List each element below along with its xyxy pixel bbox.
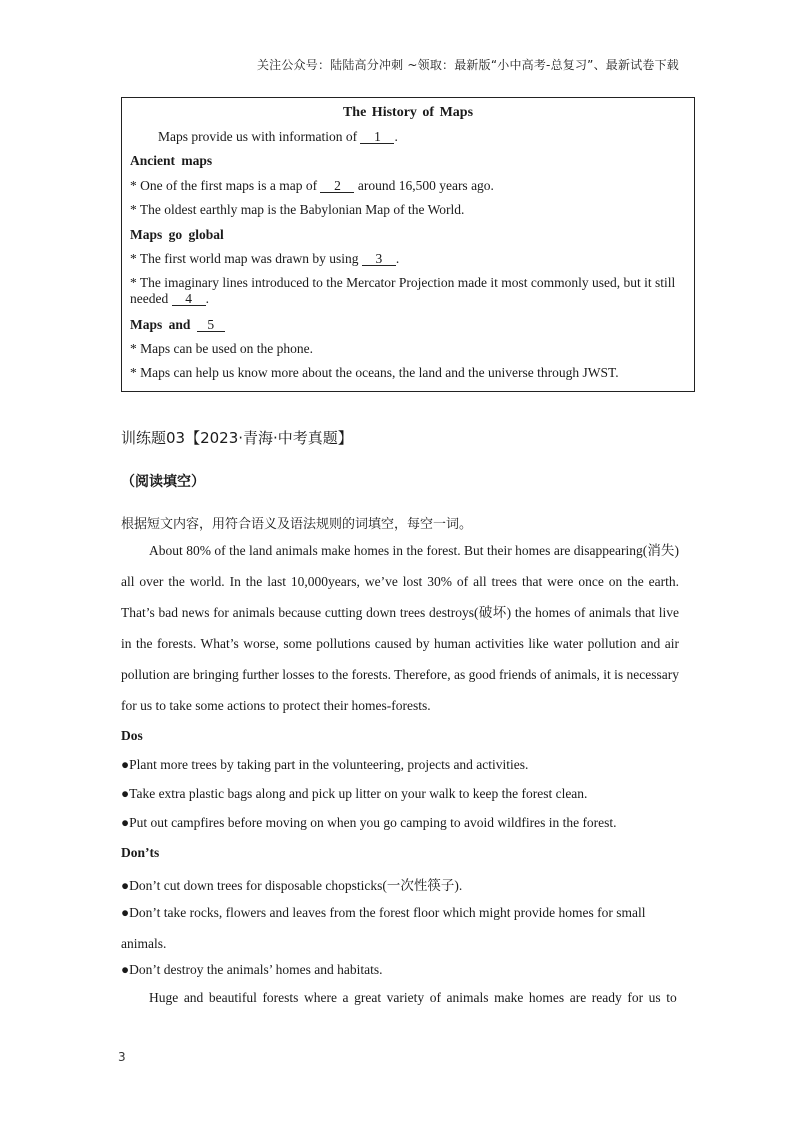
maps-line-1: * Maps can be used on the phone. xyxy=(130,341,313,356)
global-line-1: * The first world map was drawn by using 3 . xyxy=(130,251,400,266)
page-number: 3 xyxy=(118,1050,126,1064)
dos-item-1: ●Plant more trees by taking part in the volunteering, projects and activities. xyxy=(121,757,529,772)
blank-2: 2 xyxy=(320,179,354,193)
dos-heading: Dos xyxy=(121,728,143,743)
donts-item-1: ●Don’t cut down trees for disposable chopsticks(一次性筷子). xyxy=(121,878,463,893)
donts-item-3: ●Don’t destroy the animals’ homes and habitats. xyxy=(121,962,383,977)
ancient-line-1 xyxy=(130,178,494,194)
global-heading: Maps go global xyxy=(130,227,224,242)
and-heading-text: Maps and xyxy=(130,317,191,332)
blank-1: 1 xyxy=(360,130,394,144)
section-title: （阅读填空） xyxy=(121,474,205,490)
donts-heading: Don’ts xyxy=(121,845,160,860)
global-line-2-text: * The imaginary lines introduced to the Mercator Projection made it most commonly used, but it still needed xyxy=(130,275,676,306)
instruction: 根据短文内容，用符合语义及语法规则的词填空，每空一词。 xyxy=(121,517,473,532)
maps-line-2: * Maps can help us know more about the oceans, the land and the universe through JWST. xyxy=(130,365,619,380)
training-title xyxy=(121,427,353,448)
intro-text: Maps provide us with information of xyxy=(158,129,358,144)
maps-summary-table xyxy=(121,97,695,392)
passage-paragraph-1: About 80% of the land animals make homes in the forest. But their homes are disappearing(消失) all over the world. In the last 10,000years, we’ve lost 30% of all trees that were once on the earth. That’s bad news for animals because cutting down trees destroys(破坏) the homes of animals that live in the forests. What’s worse, some pollutions caused by human activities like water pollution and air pollution are bringing further losses to the forests. Therefore, as good friends of animals, it is necessary for us to take some actions to protect their homes-forests. xyxy=(121,543,679,713)
training-label: 训练题03 xyxy=(121,429,186,447)
table-title: The History of Maps xyxy=(342,105,474,120)
blank-4: 4 xyxy=(172,292,206,306)
passage-last-line: Huge and beautiful forests where a great variety of animals make homes are ready for us to xyxy=(149,990,677,1005)
global-line-2: * The imaginary lines introduced to the Mercator Projection made it most commonly used, but it still needed 4 . xyxy=(130,275,676,306)
dos-item-3: ●Put out campfires before moving on when you go camping to avoid wildfires in the forest. xyxy=(121,815,617,830)
ancient-line-1-text: * One of the first maps is a map of xyxy=(130,178,318,193)
blank-3: 3 xyxy=(362,252,396,266)
donts-item-2: ●Don’t take rocks, flowers and leaves from the forest floor which might provide homes for small animals. xyxy=(121,905,646,951)
dos-item-2: ●Take extra plastic bags along and pick up litter on your walk to keep the forest clean. xyxy=(121,786,588,801)
ancient-line-1-tail: around 16,500 years ago. xyxy=(357,178,494,193)
ancient-line-2: * The oldest earthly map is the Babylonian Map of the World. xyxy=(130,202,465,217)
training-tag: 【2023·青海·中考真题】 xyxy=(185,429,353,447)
blank-5: 5 xyxy=(197,318,225,332)
page-header: 关注公众号：陆陆高分冲刺 ~领取：最新版“小中高考-总复习”、最新试卷下载 xyxy=(256,58,679,72)
global-line-1-text: * The first world map was drawn by using xyxy=(130,251,359,266)
intro-line: Maps provide us with information of 1 . xyxy=(158,129,398,144)
and-heading xyxy=(130,317,225,333)
ancient-heading: Ancient maps xyxy=(130,153,213,168)
